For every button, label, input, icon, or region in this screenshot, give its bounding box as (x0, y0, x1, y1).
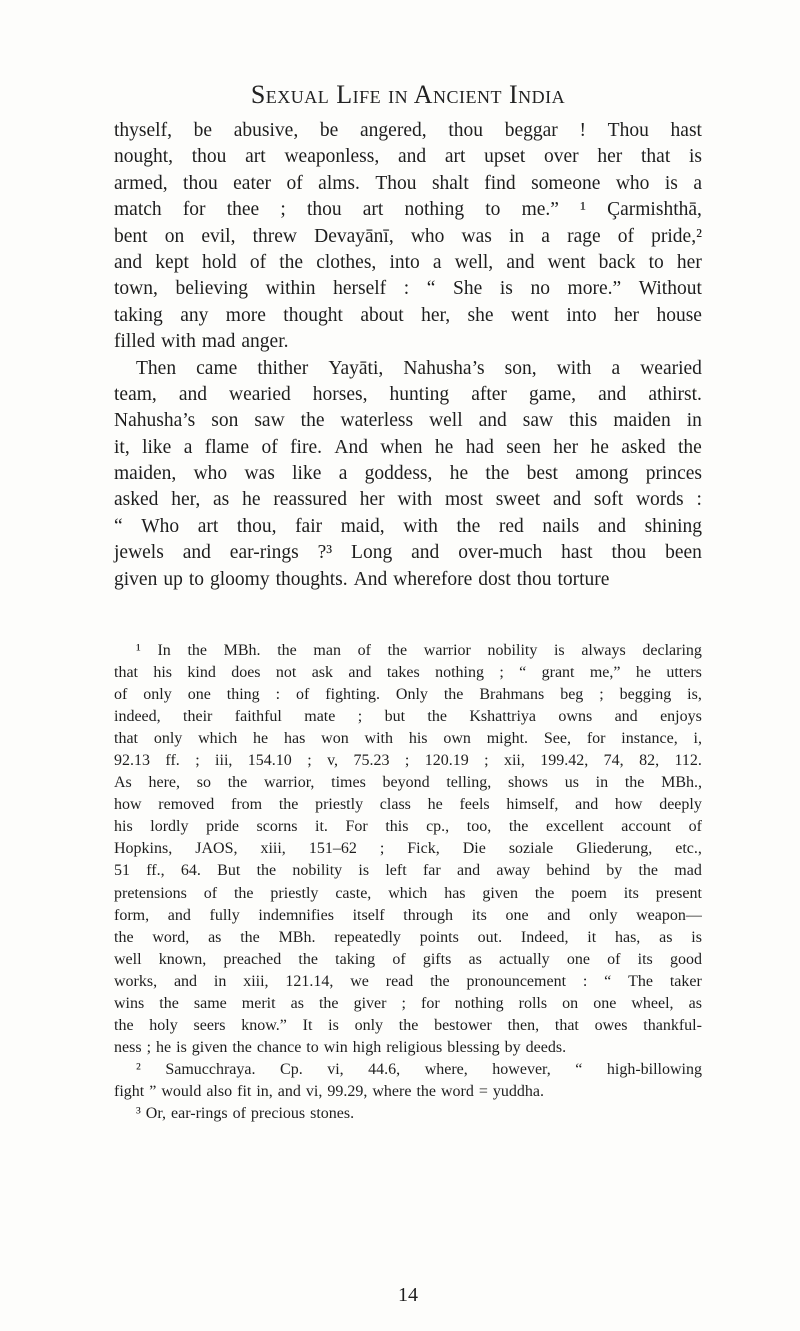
footnotes (114, 640, 702, 1125)
footnote-line: As here, so the warrior, times beyond telling, shows us in the MBh., (114, 774, 702, 792)
text-line: Nahusha’s son saw the waterless well and saw this maiden in (114, 410, 702, 432)
footnote-line: 51 ff., 64. But the nobility is left far and away behind by the mad (114, 862, 702, 880)
text-line: team, and wearied horses, hunting after game, and athirst. (114, 383, 702, 405)
text-line: it, like a flame of fire. And when he had seen her he asked the (114, 436, 702, 458)
footnote-line: the holy seers know.” It is only the bestower then, that owes thankful- (114, 1016, 702, 1034)
footnote-line: indeed, their faithful mate ; but the Kshattriya owns and enjoys (114, 708, 702, 726)
footnote-line: ³ Or, ear-rings of precious stones. (136, 1104, 355, 1122)
footnote-line: ¹ In the MBh. the man of the warrior nobility is always declaring (136, 642, 702, 659)
text-line: bent on evil, threw Devayānī, who was in a rage of pride,² (114, 225, 702, 247)
text-line: jewels and ear-rings ?³ Long and over-much hast thou been (114, 542, 702, 564)
footnote-line: his lordly pride scorns it. For this cp., too, the excellent account of (114, 818, 702, 836)
text-line: filled with mad anger. (114, 331, 289, 353)
footnote-line: that only which he has won with his own might. See, for instance, i, (114, 730, 702, 748)
text-line: thyself, be abusive, be angered, thou beggar ! Thou hast (114, 120, 702, 141)
main-text (114, 118, 702, 593)
footnote-line: how removed from the priestly class he feels himself, and how deeply (114, 796, 702, 814)
footnote-line: the word, as the MBh. repeatedly points out. Indeed, it has, as is (114, 928, 702, 946)
running-head: Sexual Life in Ancient India (250, 80, 566, 109)
footnote-line: that his kind does not ask and takes nothing ; “ grant me,” he utters (114, 664, 702, 682)
footnote-line: Hopkins, JAOS, xiii, 151–62 ; Fick, Die soziale Gliederung, etc., (114, 840, 702, 858)
footnote-line: 92.13 ff. ; iii, 154.10 ; v, 75.23 ; 120.19 ; xii, 199.42, 74, 82, 112. (114, 752, 702, 770)
text-line: match for thee ; thou art nothing to me.” ¹ Çarmishthā, (114, 199, 702, 221)
text-line: given up to gloomy thoughts. And wherefore dost thou torture (114, 568, 610, 590)
text-line: armed, thou eater of alms. Thou shalt find someone who is a (114, 172, 702, 194)
page-number: 14 (398, 1284, 418, 1306)
footnote-line: fight ” would also fit in, and vi, 99.29, where the word = yuddha. (114, 1082, 545, 1100)
footnote-line: ness ; he is given the chance to win high religious blessing by deeds. (114, 1038, 567, 1056)
text-line: maiden, who was like a goddess, he the best among princes (114, 463, 702, 485)
footnote-line: well known, preached the taking of gifts as actually one of its good (114, 950, 702, 968)
footnote-line: of only one thing : of fighting. Only the Brahmans beg ; begging is, (114, 686, 702, 704)
footnote-line: works, and in xiii, 121.14, we read the pronouncement : “ The taker (114, 972, 702, 990)
text-line: and kept hold of the clothes, into a well, and went back to her (114, 251, 702, 273)
footnote-line: wins the same merit as the giver ; for nothing rolls on one wheel, as (114, 994, 702, 1012)
text-line: taking any more thought about her, she went into her house (114, 304, 702, 326)
text-line: nought, thou art weaponless, and art upset over her that is (114, 146, 702, 168)
footnote-line: form, and fully indemnifies itself through its one and only weapon— (114, 906, 702, 924)
footnote-line: pretensions of the priestly caste, which has given the poem its present (114, 884, 702, 902)
text-line: Then came thither Yayāti, Nahusha’s son, with a wearied (136, 357, 702, 379)
text-line: asked her, as he reassured her with most sweet and soft words : (114, 489, 702, 511)
text-line: “ Who art thou, fair maid, with the red nails and shining (114, 515, 702, 537)
text-line: town, believing within herself : “ She is no more.” Without (114, 278, 702, 300)
footnote-line: ² Samucchraya. Cp. vi, 44.6, where, however, “ high-billowing (136, 1060, 702, 1078)
